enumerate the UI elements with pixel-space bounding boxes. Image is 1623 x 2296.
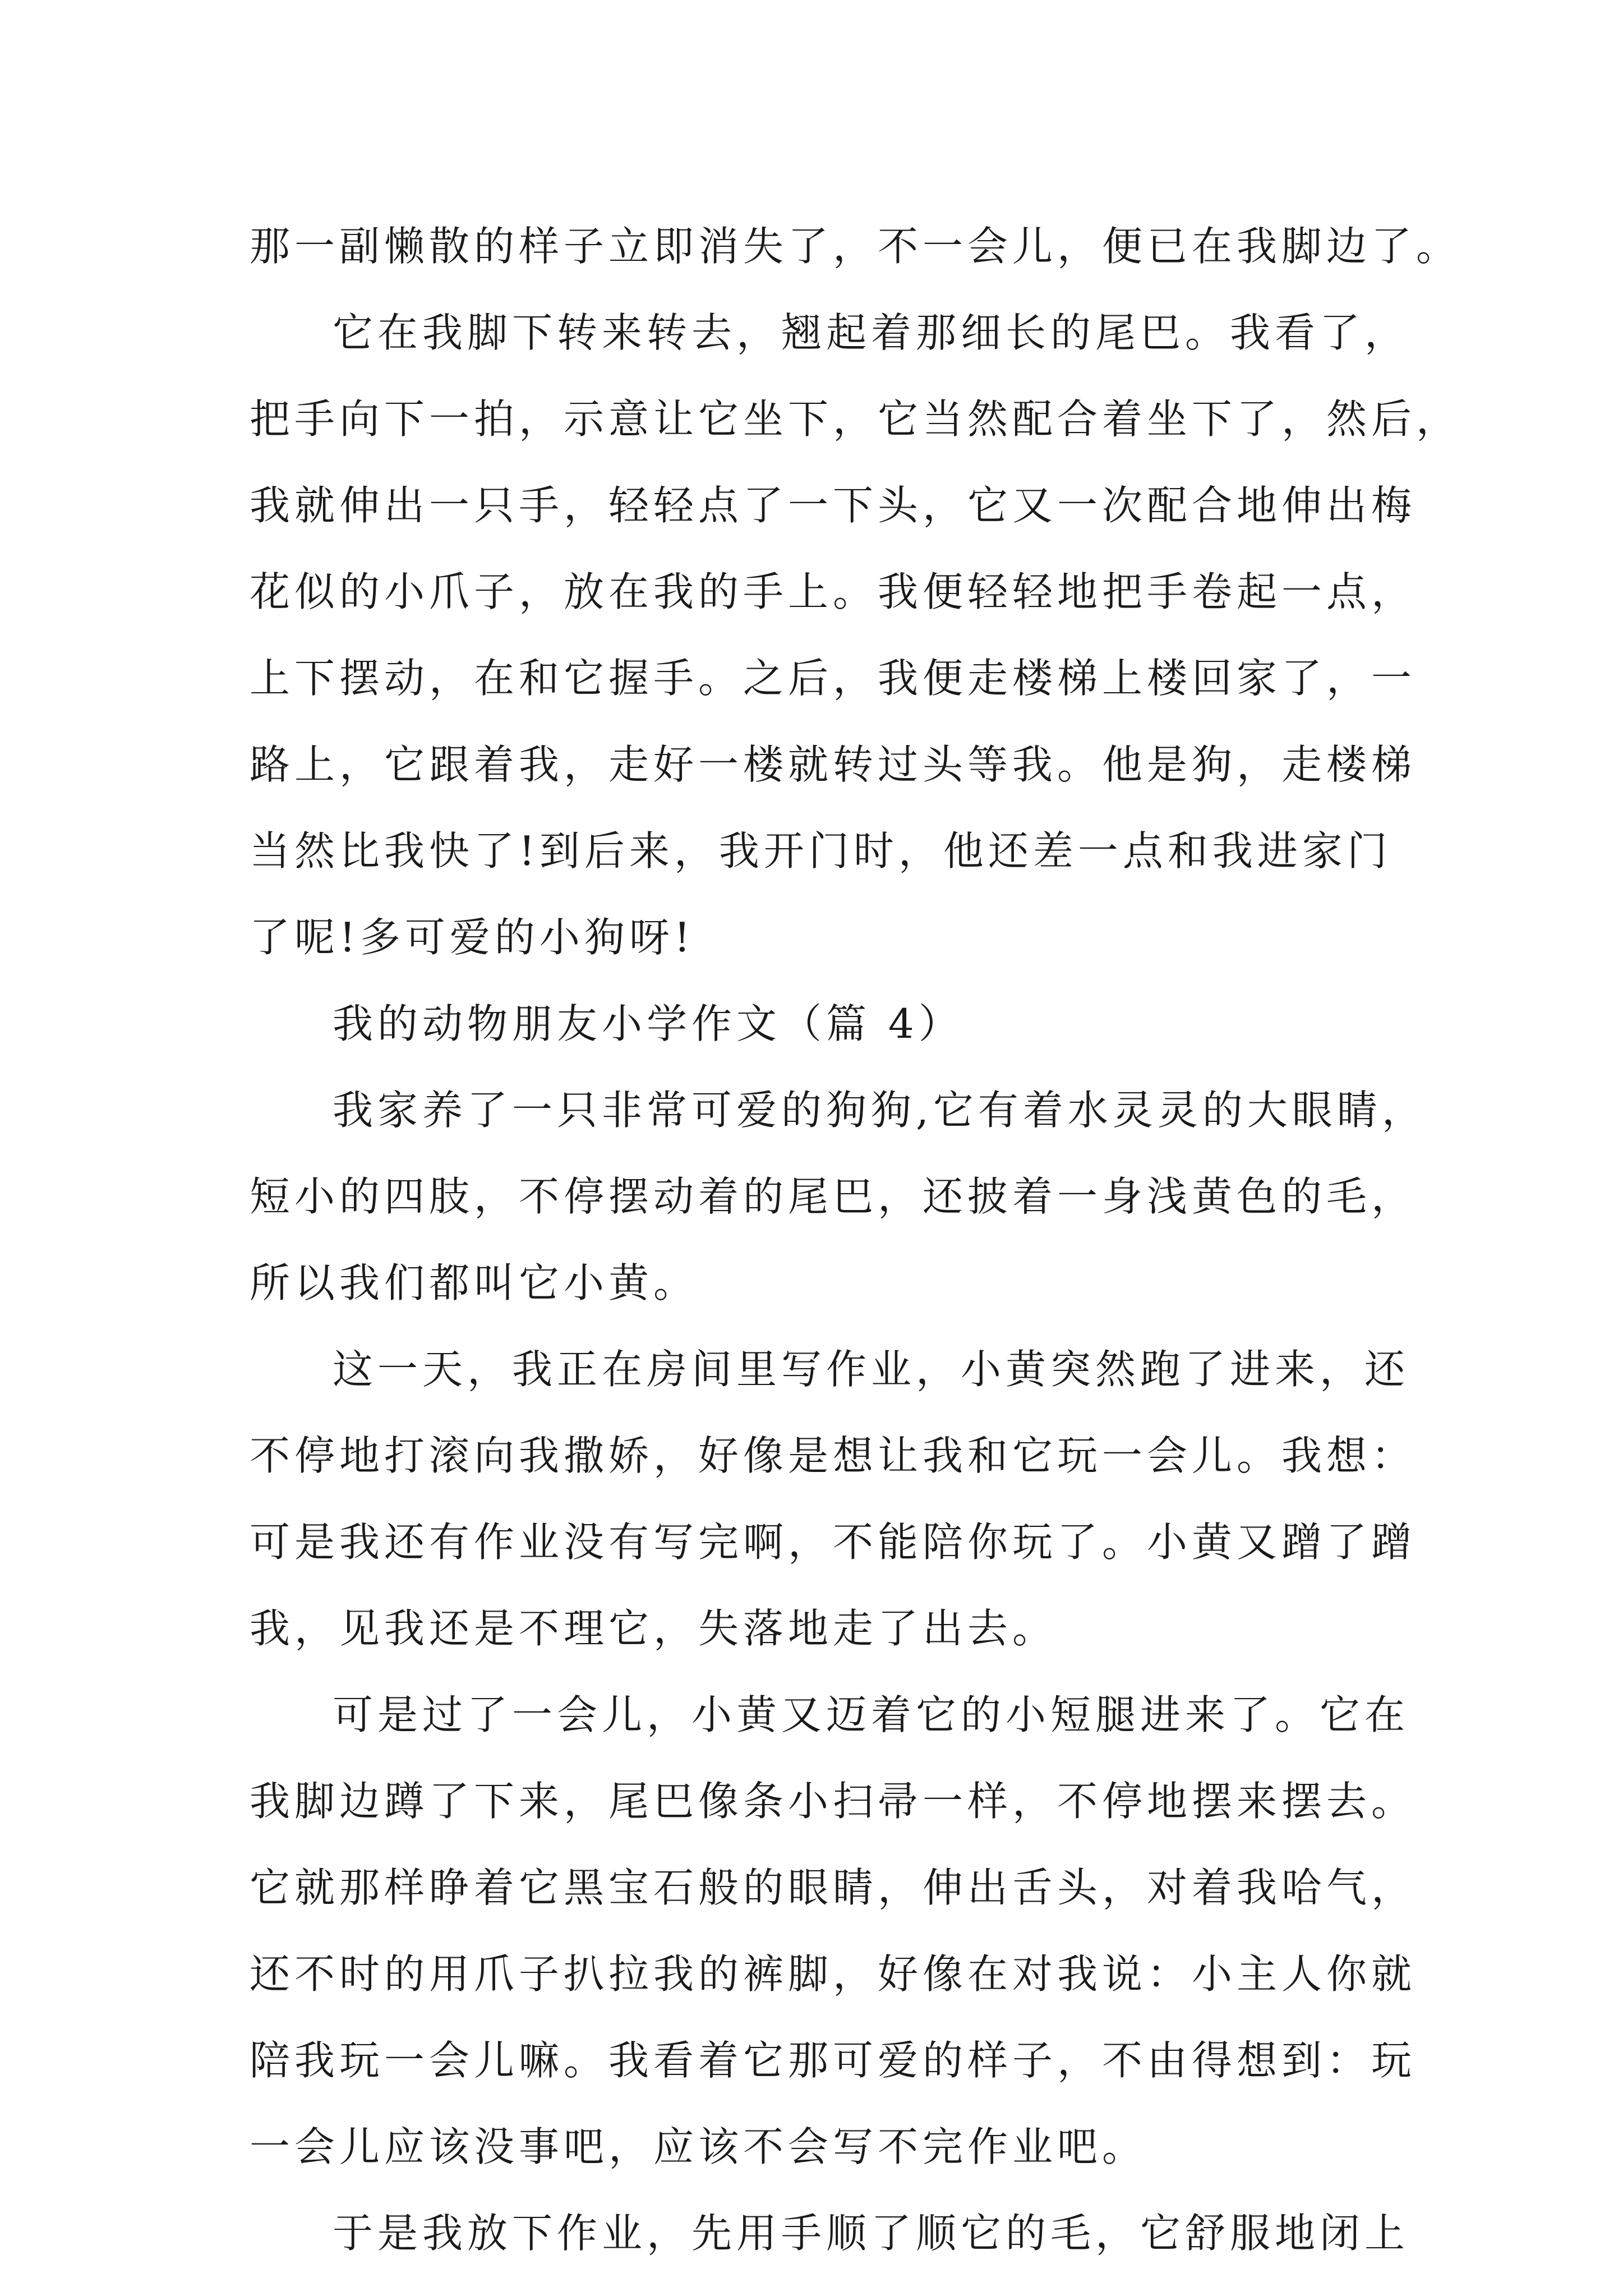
text-line: 一会儿应该没事吧，应该不会写不完作业吧。 [250,2123,1147,2170]
text-line: 所以我们都叫它小黄。 [250,1259,699,1306]
essay-body [250,203,1461,2276]
text-line: 我，见我还是不理它，失落地走了出去。 [250,1605,1058,1652]
text-line: 那一副懒散的样子立即消失了，不一会儿，便已在我脚边了。 [250,223,1461,270]
text-line: 短小的四肢，不停摆动着的尾巴，还披着一身浅黄色的毛， [250,1173,1417,1220]
text-line: 还不时的用爪子扒拉我的裤脚，好像在对我说：小主人你就 [250,1950,1417,1998]
text-line: 它在我脚下转来转去，翘起着那细长的尾巴。我看了， [333,309,1410,356]
text-line: 于是我放下作业，先用手顺了顺它的毛，它舒服地闭上 [333,2210,1410,2257]
text-line: 不停地打滚向我撒娇，好像是想让我和它玩一会儿。我想： [250,1432,1417,1479]
text-line: 我脚边蹲了下来，尾巴像条小扫帚一样，不停地摆来摆去。 [250,1778,1417,1825]
text-line: 把手向下一拍，示意让它坐下，它当然配合着坐下了，然后， [250,395,1461,443]
text-line: 这一天，我正在房间里写作业，小黄突然跑了进来，还 [333,1346,1410,1393]
section-heading: 我的动物朋友小学作文（篇 4） [333,1000,963,1047]
text-line: 上下摆动，在和它握手。之后，我便走楼梯上楼回家了，一 [250,655,1417,702]
text-line: 可是我还有作业没有写完啊，不能陪你玩了。小黄又蹭了蹭 [250,1519,1417,1566]
text-line: 当然比我快了!到后来，我开门时，他还差一点和我进家门 [250,827,1392,875]
text-line: 我家养了一只非常可爱的狗狗,它有着水灵灵的大眼睛， [333,1087,1427,1134]
text-line: 路上，它跟着我，走好一楼就转过头等我。他是狗，走楼梯 [250,741,1417,788]
text-line: 花似的小爪子，放在我的手上。我便轻轻地把手卷起一点， [250,568,1417,615]
text-line: 它就那样睁着它黑宝石般的眼睛，伸出舌头，对着我哈气， [250,1864,1417,1911]
text-line: 可是过了一会儿，小黄又迈着它的小短腿进来了。它在 [333,1691,1410,1738]
text-line: 我就伸出一只手，轻轻点了一下头，它又一次配合地伸出梅 [250,482,1417,529]
text-line: 陪我玩一会儿嘛。我看着它那可爱的样子，不由得想到：玩 [250,2037,1417,2084]
text-line: 了呢!多可爱的小狗呀! [250,914,695,961]
